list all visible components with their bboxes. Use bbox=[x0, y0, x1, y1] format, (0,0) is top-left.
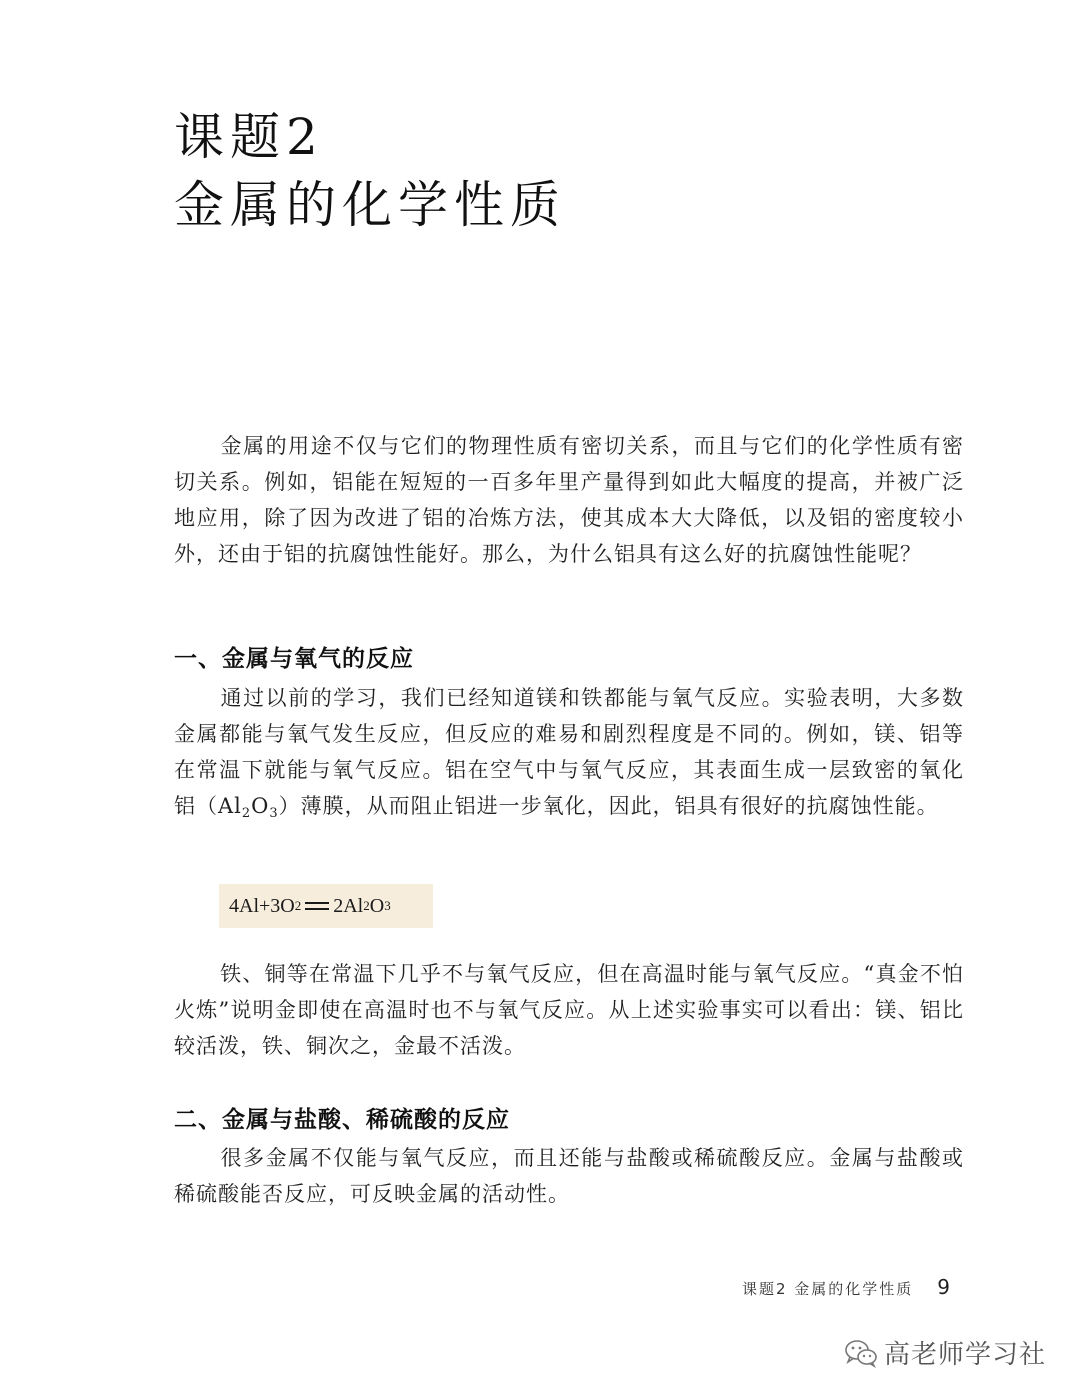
section2-paragraph bbox=[174, 1140, 964, 1212]
equation-rhs-o: O bbox=[369, 894, 385, 917]
equals-sign bbox=[303, 900, 331, 912]
intro-text: 金属的用途不仅与它们的物理性质有密切关系，而且与它们的化学性质有密切关系。例如，铝能在短短的一百多年里产量得到如此大幅度的提高，并被广泛地应用，除了因为改进了铝的冶炼方法，使其成本大大降低，以及铝的密度较小外，还由于铝的抗腐蚀性能好。那么，为什么铝具有这么好的抗腐蚀性能呢？ bbox=[174, 434, 964, 566]
section1-text-b: ）薄膜，从而阻止铝进一步氧化，因此，铝具有很好的抗腐蚀性能。 bbox=[278, 794, 939, 818]
equation-lhs: 4Al+3O bbox=[229, 894, 295, 917]
section1-paragraph bbox=[174, 680, 964, 824]
section2-heading: 二、金属与盐酸、稀硫酸的反应 bbox=[174, 1107, 510, 1133]
lesson-number: 课题2 bbox=[174, 108, 324, 166]
intro-paragraph bbox=[174, 428, 964, 572]
subscript: 2 bbox=[241, 806, 252, 821]
section1-text-mid: O bbox=[251, 794, 270, 818]
section1-heading: 一、金属与氧气的反应 bbox=[174, 646, 414, 672]
watermark bbox=[844, 1334, 1046, 1371]
wechat-icon bbox=[844, 1338, 878, 1368]
equation-box: 4Al+3O 2 2Al 2 O 3 bbox=[219, 884, 433, 928]
page-footer bbox=[742, 1275, 950, 1299]
subscript: 3 bbox=[269, 806, 279, 821]
equation-rhs: 2Al bbox=[333, 894, 364, 917]
section2-text: 很多金属不仅能与氧气反应，而且还能与盐酸或稀硫酸反应。金属与盐酸或稀硫酸能否反应，可反映金属的活动性。 bbox=[174, 1146, 964, 1206]
section1-text-a: 通过以前的学习，我们已经知道镁和铁都能与氧气反应。实验表明，大多数金属都能与氧气发生反应，但反应的难易和剧烈程度是不同的。例如，镁、铝等在常温下就能与氧气反应。铝在空气中与氧气反应，其表面生成一层致密的氧化铝（Al bbox=[174, 686, 964, 818]
section1-text-2: 铁、铜等在常温下几乎不与氧气反应，但在高温时能与氧气反应。“真金不怕火炼”说明金即使在高温时也不与氧气反应。从上述实验事实可以看出：镁、铝比较活泼，铁、铜次之，金最不活泼。 bbox=[174, 962, 964, 1058]
watermark-text: 高老师学习社 bbox=[883, 1340, 1046, 1370]
page-title: 金属的化学性质 bbox=[174, 176, 566, 234]
section1-paragraph-2 bbox=[174, 956, 964, 1064]
page-number: 9 bbox=[937, 1275, 950, 1299]
running-title: 课题2 金属的化学性质 bbox=[741, 1280, 914, 1298]
